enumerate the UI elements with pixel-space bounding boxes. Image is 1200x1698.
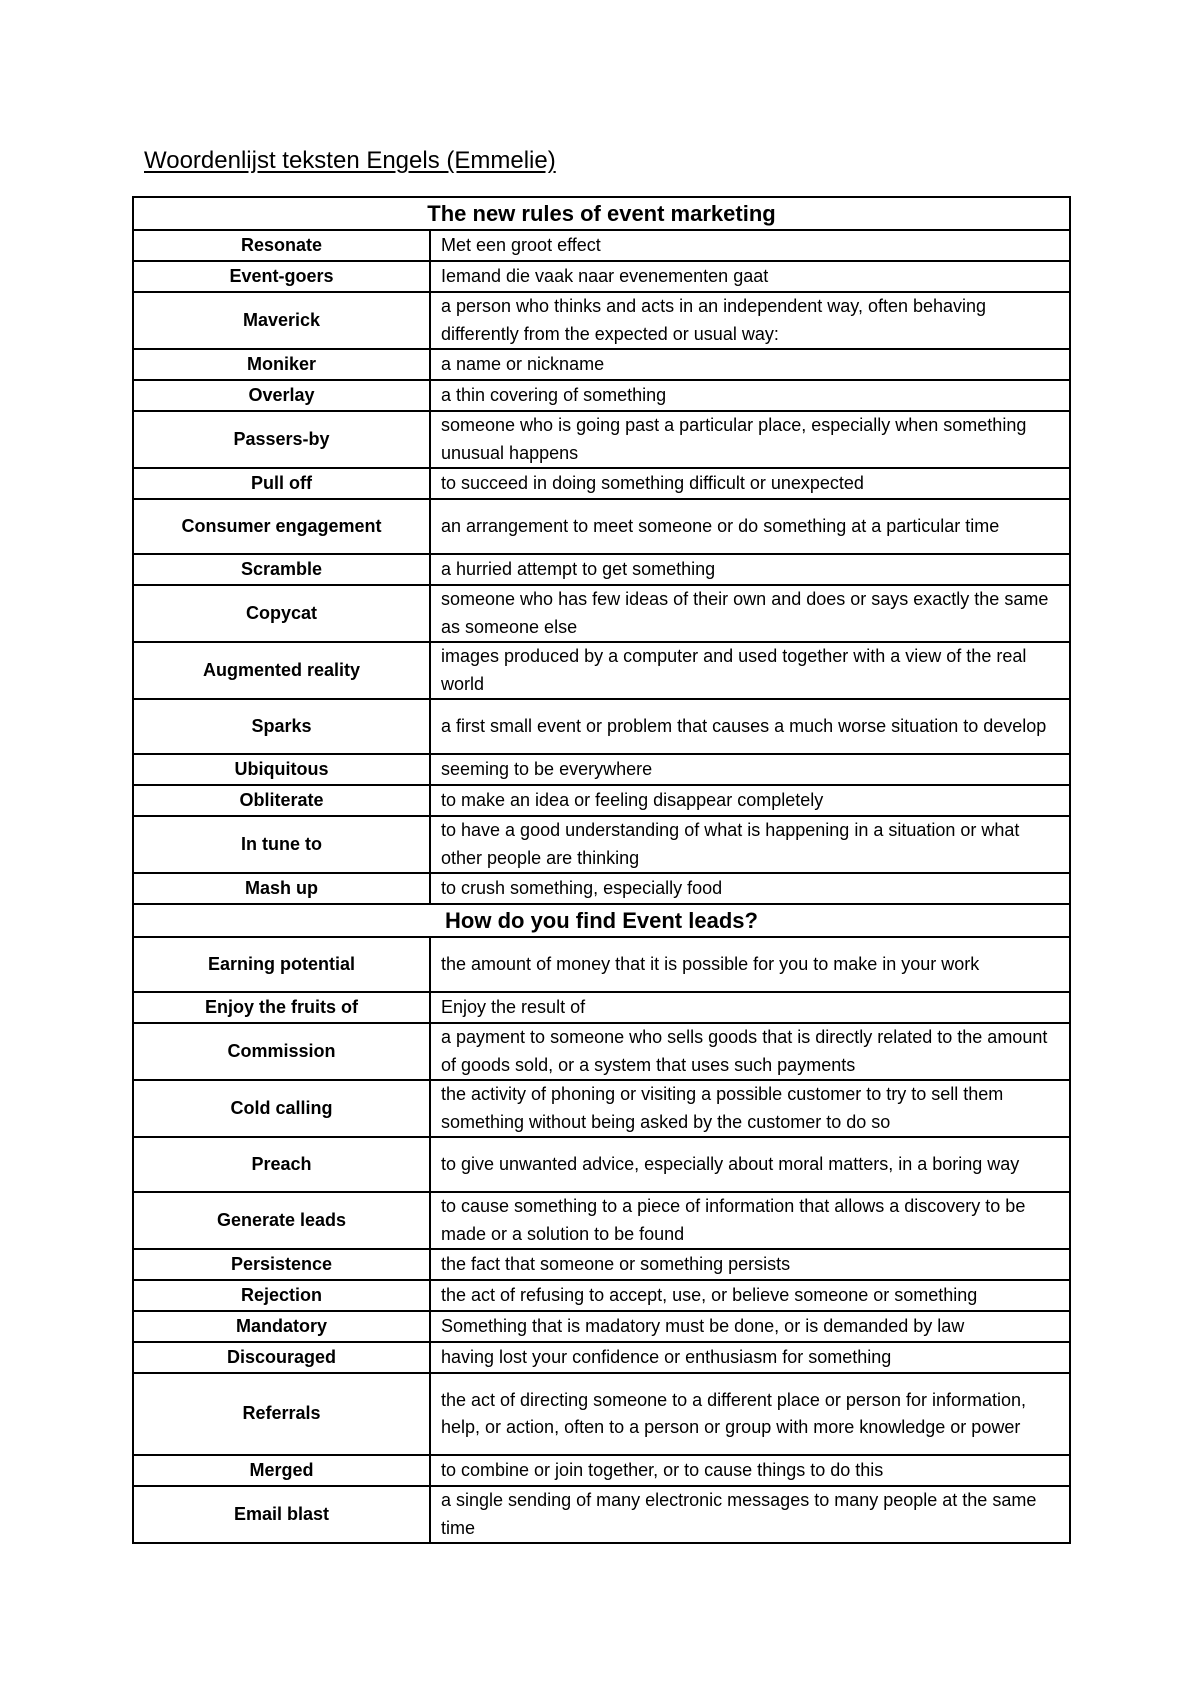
term-cell: Maverick — [133, 292, 430, 349]
table-row — [133, 468, 1070, 499]
definition-cell: a name or nickname — [430, 349, 1070, 380]
definition-cell: to crush something, especially food — [430, 873, 1070, 904]
table-row — [133, 499, 1070, 554]
table-row — [133, 349, 1070, 380]
table-row — [133, 1455, 1070, 1486]
definition-cell: Something that is madatory must be done, or is demanded by law — [430, 1311, 1070, 1342]
term-cell: Pull off — [133, 468, 430, 499]
term-cell: Scramble — [133, 554, 430, 585]
definition-cell: to combine or join together, or to cause things to do this — [430, 1455, 1070, 1486]
table-row — [133, 816, 1070, 873]
definition-cell: the fact that someone or something persists — [430, 1249, 1070, 1280]
term-cell: Resonate — [133, 230, 430, 261]
definition-cell: a person who thinks and acts in an independent way, often behaving differently from the expected or usual way: — [430, 292, 1070, 349]
term-cell: Ubiquitous — [133, 754, 430, 785]
table-row — [133, 1137, 1070, 1192]
table-row — [133, 937, 1070, 992]
table-row — [133, 992, 1070, 1023]
term-cell: Overlay — [133, 380, 430, 411]
term-cell: Earning potential — [133, 937, 430, 992]
section-heading: The new rules of event marketing — [133, 197, 1070, 230]
table-row — [133, 699, 1070, 754]
term-cell: Sparks — [133, 699, 430, 754]
term-cell: Persistence — [133, 1249, 430, 1280]
term-cell: Email blast — [133, 1486, 430, 1543]
term-cell: Merged — [133, 1455, 430, 1486]
term-cell: Event-goers — [133, 261, 430, 292]
definition-cell: to cause something to a piece of information that allows a discovery to be made or a solution to be found — [430, 1192, 1070, 1249]
term-cell: Commission — [133, 1023, 430, 1080]
definition-cell: the activity of phoning or visiting a possible customer to try to sell them something without being asked by the customer to do so — [430, 1080, 1070, 1137]
table-row — [133, 554, 1070, 585]
table-row — [133, 1373, 1070, 1455]
definition-cell: someone who is going past a particular place, especially when something unusual happens — [430, 411, 1070, 468]
term-cell: Obliterate — [133, 785, 430, 816]
definition-cell: to succeed in doing something difficult or unexpected — [430, 468, 1070, 499]
table-row — [133, 411, 1070, 468]
definition-cell: a first small event or problem that causes a much worse situation to develop — [430, 699, 1070, 754]
table-row — [133, 1192, 1070, 1249]
definition-cell: Met een groot effect — [430, 230, 1070, 261]
definition-cell: having lost your confidence or enthusiasm for something — [430, 1342, 1070, 1373]
definition-cell: someone who has few ideas of their own and does or says exactly the same as someone else — [430, 585, 1070, 642]
term-cell: Moniker — [133, 349, 430, 380]
table-row — [133, 1023, 1070, 1080]
term-cell: Mash up — [133, 873, 430, 904]
definition-cell: the act of directing someone to a different place or person for information, help, or action, often to a person or group with more knowledge or power — [430, 1373, 1070, 1455]
vocabulary-table-body — [133, 197, 1070, 1543]
table-row — [133, 585, 1070, 642]
definition-cell: Enjoy the result of — [430, 992, 1070, 1023]
definition-cell: to make an idea or feeling disappear completely — [430, 785, 1070, 816]
definition-cell: images produced by a computer and used together with a view of the real world — [430, 642, 1070, 699]
definition-cell: Iemand die vaak naar evenementen gaat — [430, 261, 1070, 292]
term-cell: Consumer engagement — [133, 499, 430, 554]
term-cell: Referrals — [133, 1373, 430, 1455]
definition-cell: a hurried attempt to get something — [430, 554, 1070, 585]
table-row — [133, 1311, 1070, 1342]
definition-cell: an arrangement to meet someone or do something at a particular time — [430, 499, 1070, 554]
table-row — [133, 642, 1070, 699]
term-cell: Passers-by — [133, 411, 430, 468]
table-row — [133, 1249, 1070, 1280]
definition-cell: the amount of money that it is possible for you to make in your work — [430, 937, 1070, 992]
term-cell: Rejection — [133, 1280, 430, 1311]
section-heading: How do you find Event leads? — [133, 904, 1070, 937]
definition-cell: to give unwanted advice, especially about moral matters, in a boring way — [430, 1137, 1070, 1192]
definition-cell: a payment to someone who sells goods that is directly related to the amount of goods sold, or a system that uses such payments — [430, 1023, 1070, 1080]
table-row — [133, 1280, 1070, 1311]
vocabulary-table — [132, 196, 1071, 1544]
term-cell: Enjoy the fruits of — [133, 992, 430, 1023]
definition-cell: a thin covering of something — [430, 380, 1070, 411]
term-cell: Generate leads — [133, 1192, 430, 1249]
term-cell: Discouraged — [133, 1342, 430, 1373]
table-row — [133, 873, 1070, 904]
table-row — [133, 1342, 1070, 1373]
term-cell: Augmented reality — [133, 642, 430, 699]
term-cell: Copycat — [133, 585, 430, 642]
term-cell: Preach — [133, 1137, 430, 1192]
table-row — [133, 785, 1070, 816]
term-cell: In tune to — [133, 816, 430, 873]
table-row — [133, 230, 1070, 261]
definition-cell: seeming to be everywhere — [430, 754, 1070, 785]
definition-cell: the act of refusing to accept, use, or believe someone or something — [430, 1280, 1070, 1311]
section-header-row — [133, 197, 1070, 230]
table-row — [133, 754, 1070, 785]
table-row — [133, 261, 1070, 292]
term-cell: Cold calling — [133, 1080, 430, 1137]
table-row — [133, 380, 1070, 411]
term-cell: Mandatory — [133, 1311, 430, 1342]
definition-cell: a single sending of many electronic messages to many people at the same time — [430, 1486, 1070, 1543]
page-title: Woordenlijst teksten Engels (Emmelie) — [144, 147, 556, 174]
definition-cell: to have a good understanding of what is happening in a situation or what other people are thinking — [430, 816, 1070, 873]
table-row — [133, 1486, 1070, 1543]
table-row — [133, 292, 1070, 349]
section-header-row — [133, 904, 1070, 937]
table-row — [133, 1080, 1070, 1137]
